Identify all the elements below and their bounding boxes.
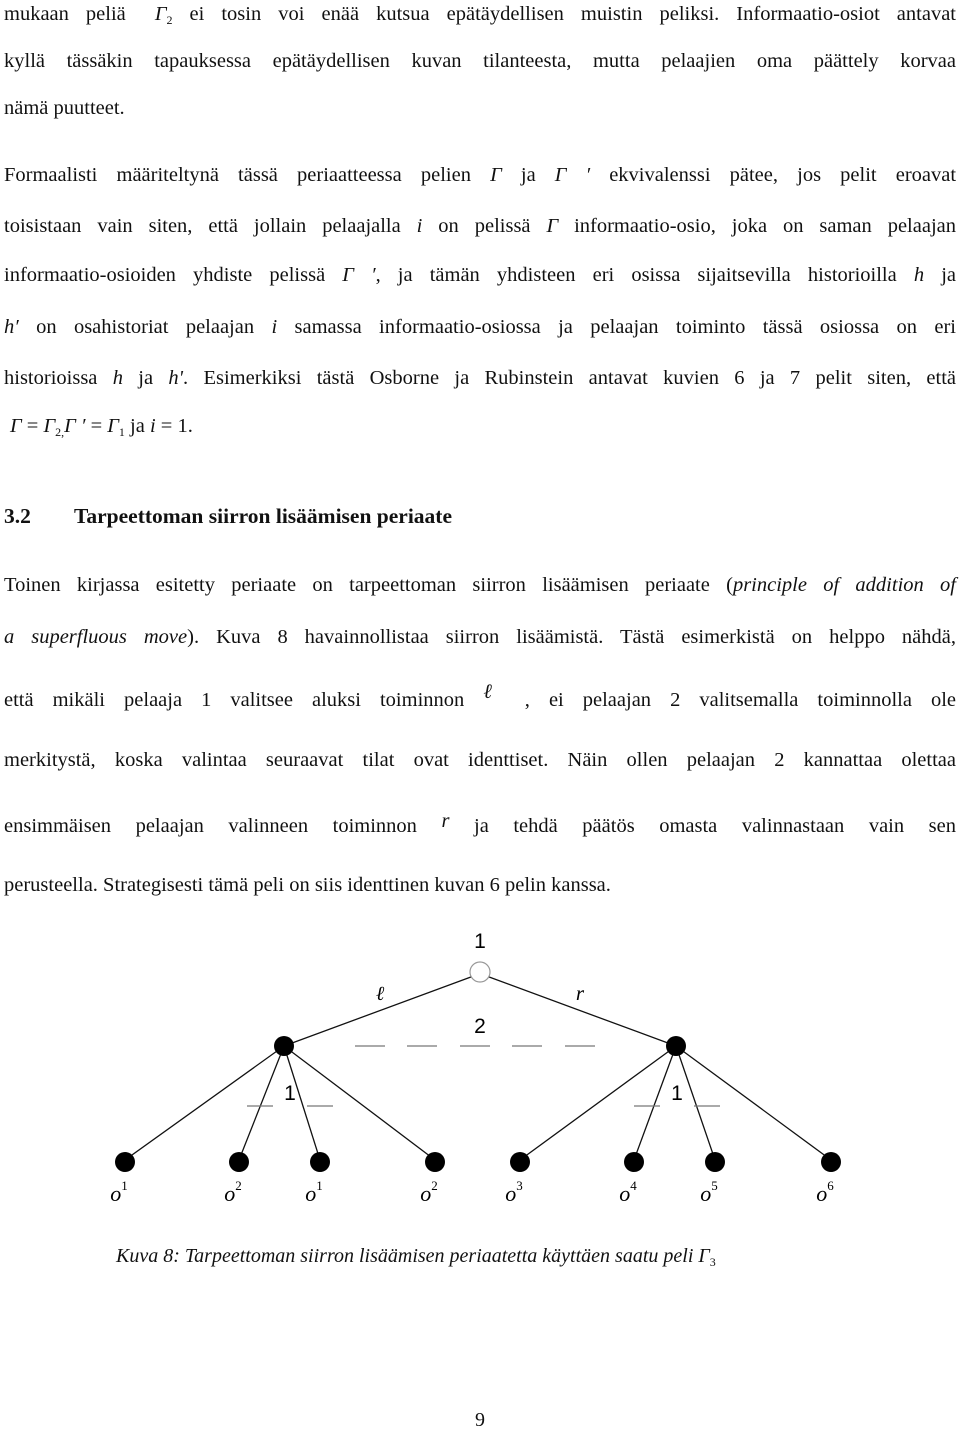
outcome-letter: o bbox=[110, 1181, 122, 1206]
text: ja tehdä päätös omasta valinnastaan vain sen bbox=[474, 815, 956, 837]
paragraph2-line4 bbox=[4, 313, 956, 341]
outcome-superscript: 6 bbox=[827, 1178, 834, 1193]
text: on osahistoriat pelaajan bbox=[18, 316, 272, 338]
italic-text: principle of addition of bbox=[732, 574, 956, 596]
section-number: 3.2 bbox=[4, 504, 31, 528]
paragraph1-line1 bbox=[4, 0, 956, 34]
gamma-symbol: Γ bbox=[107, 415, 119, 437]
decision-node-right bbox=[666, 1036, 686, 1056]
root-node bbox=[470, 962, 490, 982]
edge-right-right bbox=[676, 1046, 831, 1160]
gamma-symbol: Γ bbox=[10, 415, 22, 437]
equals: = bbox=[85, 415, 108, 437]
decision-node-left bbox=[274, 1036, 294, 1056]
paragraph2-line6 bbox=[10, 412, 960, 446]
text: ). Kuva 8 havainnollistaa siirron lisäämistä. Tästä esimerkistä on helppo nähdä, bbox=[187, 626, 956, 648]
outcome-letter: o bbox=[700, 1181, 712, 1206]
paragraph3-line2 bbox=[4, 623, 956, 651]
leaf-node-4 bbox=[425, 1152, 445, 1172]
outcome-superscript: 3 bbox=[516, 1178, 523, 1193]
subscript: 2, bbox=[55, 425, 65, 439]
gamma-symbol: Γ bbox=[490, 164, 502, 186]
equals: = bbox=[21, 415, 44, 437]
root-player-label: 1 bbox=[474, 930, 486, 953]
paragraph3-line1 bbox=[4, 571, 956, 599]
gamma-prime-symbol: Γ ′ bbox=[64, 415, 86, 437]
text: ja bbox=[520, 164, 536, 186]
text: ensimmäisen pelaajan valinneen toiminnon bbox=[4, 815, 417, 837]
text: historioissa bbox=[4, 367, 113, 389]
paragraph2-line1 bbox=[4, 161, 956, 189]
paragraph1-line2: kyllä tässäkin tapauksessa epätäydellisen kuvan tilanteesta, mutta pelaajien oma päättely korvaa bbox=[4, 50, 956, 72]
gamma-symbol: Γ bbox=[698, 1245, 710, 1267]
player-i: i bbox=[149, 415, 156, 437]
paragraph3-line3 bbox=[4, 681, 957, 714]
outcome-superscript: 2 bbox=[431, 1178, 438, 1193]
text: toisistaan vain siten, että jollain pelaajalla i on pelissä bbox=[4, 215, 531, 237]
leaf-node-3 bbox=[310, 1152, 330, 1172]
information-set-dashes bbox=[247, 1046, 720, 1106]
leaf-node-2 bbox=[229, 1152, 249, 1172]
text: Formaalisti määriteltynä tässä periaatteessa pelien bbox=[4, 164, 471, 186]
action-label-right: r bbox=[575, 981, 585, 1005]
outcome-superscript: 5 bbox=[711, 1178, 718, 1193]
leaf-node-6 bbox=[624, 1152, 644, 1172]
caption-text: Kuva 8: Tarpeettoman siirron lisäämisen periaatetta käyttäen saatu peli bbox=[116, 1245, 699, 1267]
text: ja bbox=[122, 367, 169, 389]
outcome-label-1 bbox=[110, 1178, 128, 1206]
outcome-letter: o bbox=[505, 1181, 517, 1206]
paragraph1-line3: nämä puutteet. bbox=[4, 97, 125, 119]
outcome-label-6 bbox=[619, 1178, 637, 1206]
subscript: 3 bbox=[709, 1255, 716, 1269]
outcome-label-2 bbox=[224, 1178, 242, 1206]
outcome-superscript: 4 bbox=[630, 1178, 637, 1193]
figure-caption bbox=[116, 1245, 716, 1270]
gamma-prime-symbol: Γ ′ bbox=[554, 164, 591, 186]
text: samassa informaatio-osiossa ja pelaajan toiminto tässä osiossa on eri bbox=[277, 316, 956, 338]
edge-left-right bbox=[284, 1046, 435, 1160]
text: ei tosin voi enää kutsua epätäydellisen muistin peliksi. Informaatio-osiot antavat bbox=[172, 3, 956, 25]
outcome-label-3 bbox=[305, 1178, 323, 1206]
text: . Esimerkiksi tästä Osborne ja Rubinstein antavat kuvien 6 ja 7 pelit siten, että bbox=[183, 367, 956, 389]
outcome-letter: o bbox=[619, 1181, 631, 1206]
edge-right-midleft bbox=[634, 1046, 676, 1160]
paragraph3-line5 bbox=[4, 812, 956, 840]
text: että mikäli pelaaja 1 valitsee aluksi toiminnon bbox=[4, 689, 465, 711]
outcome-letter: o bbox=[816, 1181, 828, 1206]
subscript: 1 bbox=[118, 425, 125, 439]
edge-left-left bbox=[125, 1046, 284, 1160]
paragraph2-line2 bbox=[4, 212, 956, 240]
left-node-player-label: 1 bbox=[284, 1082, 296, 1105]
section-title: Tarpeettoman siirron lisäämisen periaate bbox=[74, 504, 453, 528]
outcome-superscript: 1 bbox=[316, 1178, 323, 1193]
edge-right-left bbox=[520, 1046, 676, 1160]
text: Γ ′, ja tämän yhdisteen eri osissa sijaitsevilla historioilla h ja bbox=[342, 264, 957, 286]
text: mukaan peliä bbox=[4, 3, 143, 25]
outcome-letter: o bbox=[420, 1181, 432, 1206]
outcome-letter: o bbox=[305, 1181, 317, 1206]
gamma-symbol: Γ bbox=[546, 215, 559, 237]
paragraph3-line6: perusteella. Strategisesti tämä peli on siis identtinen kuvan 6 pelin kanssa. bbox=[4, 874, 611, 896]
text: informaatio-osioiden yhdiste pelissä bbox=[4, 264, 326, 286]
action-label-left: ℓ bbox=[375, 981, 385, 1005]
history-h: h bbox=[112, 367, 123, 389]
outcome-label-5 bbox=[505, 1178, 523, 1206]
history-h-prime: h' bbox=[168, 367, 184, 389]
paragraph2-line3 bbox=[4, 261, 956, 289]
outcome-superscript: 2 bbox=[235, 1178, 242, 1193]
information-set-player-label: 2 bbox=[474, 1015, 486, 1038]
text: = 1. bbox=[155, 415, 193, 437]
gamma-prime-symbol: Γ ′ bbox=[342, 264, 376, 286]
player-i: i bbox=[416, 215, 423, 237]
leaf-node-1 bbox=[115, 1152, 135, 1172]
right-node-player-label: 1 bbox=[671, 1082, 683, 1105]
leaf-nodes bbox=[115, 1152, 841, 1172]
history-h: h bbox=[913, 264, 925, 286]
gamma-symbol: Γ bbox=[43, 415, 56, 437]
outcome-letter: o bbox=[224, 1181, 236, 1206]
page-number: 9 bbox=[475, 1409, 485, 1431]
text: ja bbox=[124, 415, 150, 437]
outcome-superscript: 1 bbox=[121, 1178, 128, 1193]
action-ell-symbol: ℓ bbox=[483, 681, 506, 703]
section-heading bbox=[4, 504, 452, 529]
gamma-symbol: Γ bbox=[154, 3, 167, 25]
text: ekvivalenssi pätee, jos pelit eroavat bbox=[609, 164, 957, 186]
text: , ei pelaajan 2 valitsemalla toiminnolla ole bbox=[524, 689, 957, 711]
game-tree-figure bbox=[0, 925, 960, 1225]
text: Toinen kirjassa esitetty periaate on tarpeettoman siirron lisäämisen periaate ( bbox=[4, 574, 733, 596]
paragraph3-line4: merkitystä, koska valintaa seuraavat tilat ovat identtiset. Näin ollen pelaajan 2 kannattaa olettaa bbox=[4, 749, 956, 771]
outcome-label-8 bbox=[816, 1178, 834, 1206]
history-h-prime: h′ bbox=[4, 316, 19, 338]
leaf-node-5 bbox=[510, 1152, 530, 1172]
leaf-node-7 bbox=[705, 1152, 725, 1172]
edge-left-midleft bbox=[239, 1046, 284, 1160]
tree-edges bbox=[125, 974, 831, 1160]
leaf-outcome-labels bbox=[110, 1178, 834, 1206]
text: informaatio-osio, joka on saman pelaajan bbox=[574, 215, 956, 237]
leaf-node-8 bbox=[821, 1152, 841, 1172]
paragraph2-line5 bbox=[4, 364, 956, 392]
player-i: i bbox=[271, 316, 278, 338]
outcome-label-7 bbox=[700, 1178, 718, 1206]
action-r-symbol: r bbox=[441, 810, 450, 832]
outcome-label-4 bbox=[420, 1178, 438, 1206]
italic-text: a superfluous move bbox=[4, 626, 188, 648]
subscript: 2 bbox=[166, 13, 173, 27]
